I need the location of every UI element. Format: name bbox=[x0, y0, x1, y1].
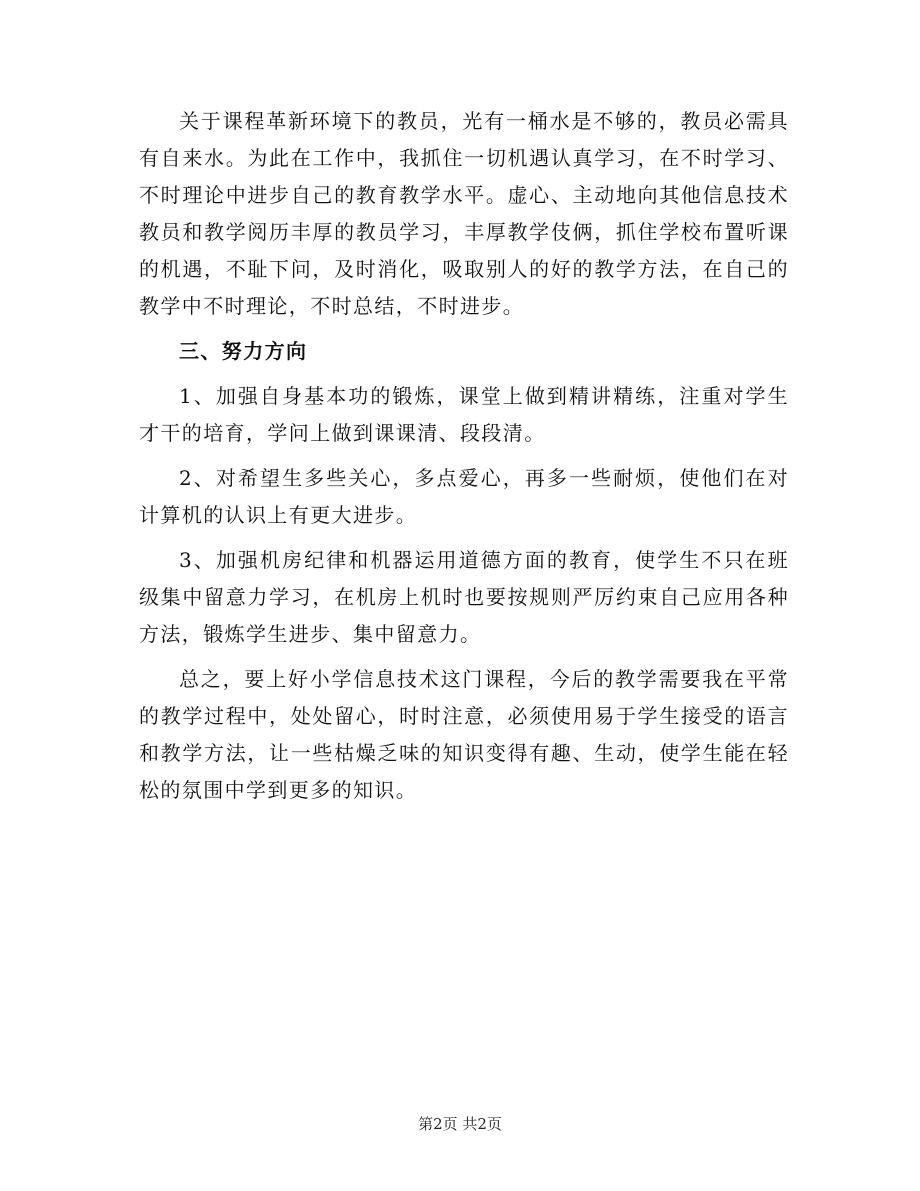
paragraph-item-1: 1、加强自身基本功的锻炼，课堂上做到精讲精练，注重对学生才干的培育，学问上做到课课清、段段清。 bbox=[139, 384, 789, 445]
paragraph-summary: 总之，要上好小学信息技术这门课程，今后的教学需要我在平常的教学过程中，处处留心，时时注意，必须使用易于学生接受的语言和教学方法，让一些枯燥乏味的知识变得有趣、生动，使学生能在轻松的氛围中学到更多的知识。 bbox=[139, 667, 789, 802]
document-body bbox=[139, 103, 789, 817]
section-heading-effort-direction: 三、努力方向 bbox=[179, 339, 308, 363]
paragraph-teacher-learning: 关于课程革新环境下的教员，光有一桶水是不够的，教员必需具有自来水。为此在工作中，我抓住一切机遇认真学习，在不时学习、不时理论中进步自己的教育教学水平。虚心、主动地向其他信息技术教员和教学阅历丰厚的教员学习，丰厚教学伎俩，抓住学校布置听课的机遇，不耻下问，及时消化，吸取别人的好的教学方法，在自己的教学中不时理论，不时总结，不时进步。 bbox=[139, 109, 789, 318]
paragraph-item-2: 2、对希望生多些关心，多点爱心，再多一些耐烦，使他们在对计算机的认识上有更大进步。 bbox=[139, 466, 789, 527]
page-number-footer: 第2页 共2页 bbox=[418, 1115, 502, 1133]
paragraph-item-3: 3、加强机房纪律和机器运用道德方面的教育，使学生不只在班级集中留意力学习，在机房上机时也要按规则严厉约束自己应用各种方法，锻炼学生进步、集中留意力。 bbox=[139, 548, 789, 646]
